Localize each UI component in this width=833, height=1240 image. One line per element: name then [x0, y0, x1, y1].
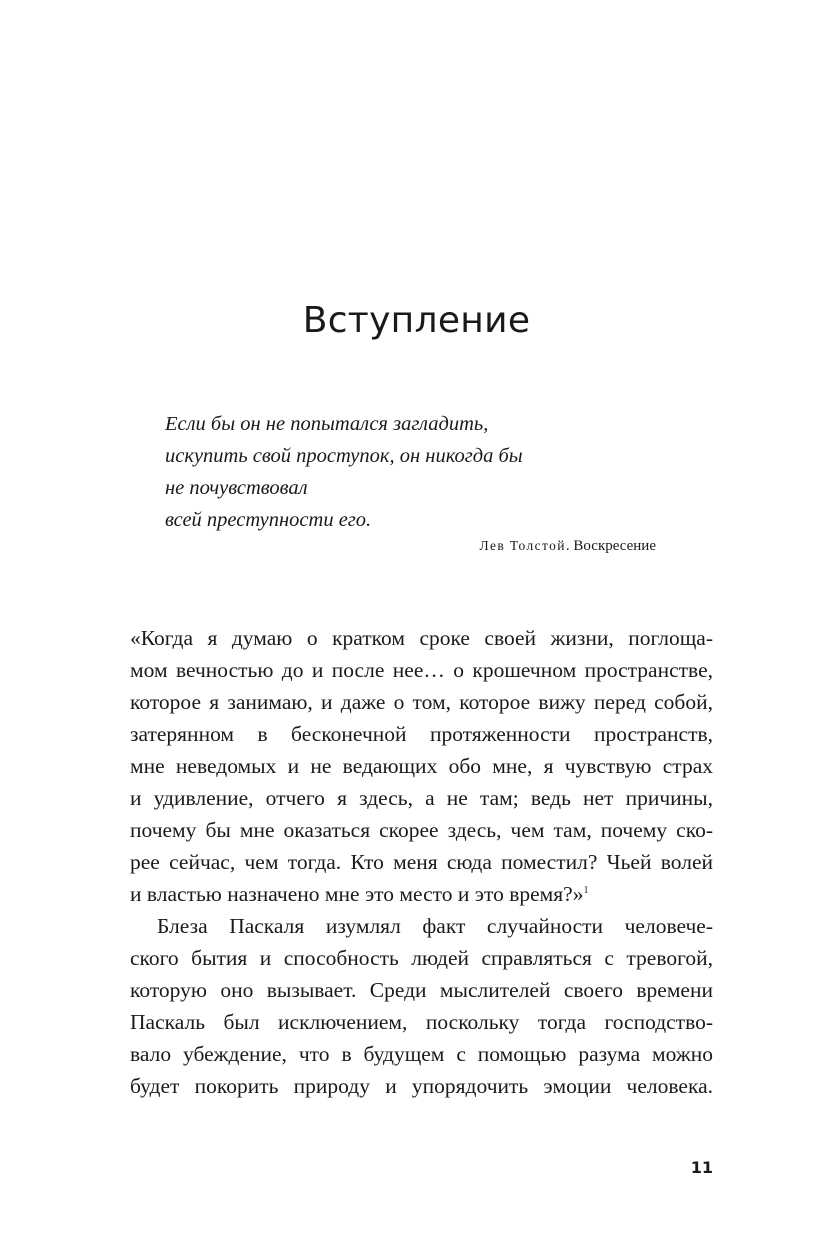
text-line-last [130, 878, 713, 910]
text-line: будет покорить природу и упорядочить эмоции человека. [130, 1074, 713, 1098]
page-number: 11 [690, 1158, 713, 1177]
attribution-separator: . [565, 538, 574, 554]
epigraph-line: не почувствовал [165, 477, 308, 499]
epigraph-author: Лев Толстой [479, 538, 566, 553]
chapter-title: Вступление [302, 300, 531, 341]
epigraph-line: всей преступности его. [165, 509, 372, 531]
text-line-content: и властью назначено мне это место и это время?» [130, 882, 584, 906]
epigraph-line: Если бы он не попытался загладить, [165, 413, 489, 435]
text-line: ского бытия и способность людей справляться с тревогой, [130, 946, 713, 970]
text-line: рее сейчас, чем тогда. Кто меня сюда поместил? Чьей волей [130, 850, 713, 874]
epigraph [165, 408, 665, 536]
footnote-mark[interactable]: 1 [583, 884, 589, 896]
epigraph-work: Воскресение [573, 538, 656, 554]
body-text [130, 622, 713, 1102]
text-line: Паскаль был исключением, поскольку тогда господство- [130, 1010, 713, 1034]
text-line: и удивление, отчего я здесь, а не там; ведь нет причины, [130, 786, 713, 810]
epigraph-line: искупить свой проступок, он никогда бы [165, 445, 523, 467]
text-line: Блеза Паскаля изумлял факт случайности человече- [157, 914, 713, 938]
text-line: вало убеждение, что в будущем с помощью разума можно [130, 1042, 713, 1066]
text-line: «Когда я думаю о кратком сроке своей жизни, поглоща- [130, 626, 713, 650]
text-line: которое я занимаю, и даже о том, которое вижу перед собой, [130, 690, 713, 714]
text-line: затерянном в бесконечной протяженности пространств, [130, 722, 713, 746]
text-line: мне неведомых и не ведающих обо мне, я чувствую страх [130, 754, 713, 778]
epigraph-attribution [0, 538, 656, 555]
text-line: почему бы мне оказаться скорее здесь, чем там, почему ско- [130, 818, 713, 842]
text-line: мом вечностью до и после нее… о крошечном пространстве, [130, 658, 713, 682]
text-line: которую оно вызывает. Среди мыслителей своего времени [130, 978, 713, 1002]
